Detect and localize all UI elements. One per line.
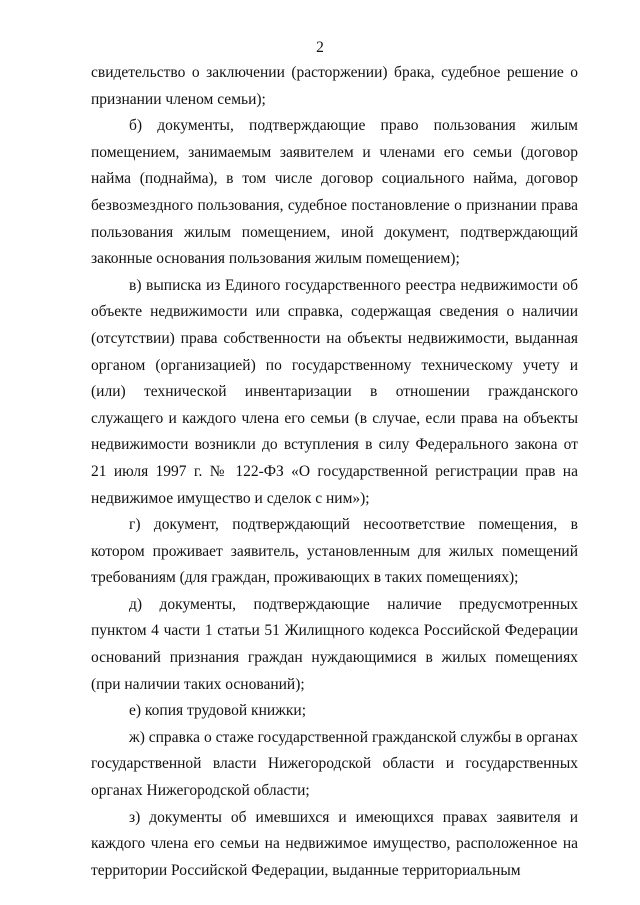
paragraph-continuation: свидетельство о заключении (расторжении) брака, судебное решение о признании членом семьи);: [91, 64, 578, 108]
paragraph-item-b: б) документы, подтверждающие право пользования жилым помещением, занимаемым заявителем и членами его семьи (договор найма (поднайма), в том числе договор социального найма, договор безвозмездного пользования, судебное постановление о признании права пользования жилым помещением, иной документ, подтверждающий законные основания пользования жилым помещением);: [91, 117, 578, 268]
paragraph-item-d: д) документы, подтверждающие наличие предусмотренных пунктом 4 части 1 статьи 51 Жилищного кодекса Российской Федерации оснований признания граждан нуждающимися в жилых помещениях (при наличии таких оснований);: [91, 595, 578, 693]
paragraph-item-e: е) копия трудовой книжки;: [129, 702, 307, 720]
paragraph-item-zh: ж) справка о стаже государственной гражданской службы в органах государственной власти Нижегородской области и государственных органах Нижегородской области;: [91, 728, 578, 800]
page-number: 2: [316, 39, 324, 56]
document-body: [91, 60, 578, 884]
paragraph-item-g: г) документ, подтверждающий несоответствие помещения, в котором проживает заявитель, установленным для жилых помещений требованиям (для граждан, проживающих в таких помещениях);: [91, 516, 578, 587]
paragraph-item-v: в) выписка из Единого государственного реестра недвижимости об объекте недвижимости или справка, содержащая сведения о наличии (отсутствии) права собственности на объекты недвижимости, выданная органом (организацией) по государственному техническому учету и (или) технической инвентаризации в отношении гражданского служащего и каждого члена его семьи (в случае, если права на объекты недвижимости возникли до вступления в силу Федерального закона от 21 июля 1997 г. № 122-ФЗ «О государственной регистрации прав на недвижимое имущество и сделок с ним»);: [91, 276, 578, 507]
paragraph-item-z: з) документы об имевшихся и имеющихся правах заявителя и каждого члена его семьи на недвижимое имущество, расположенное на территории Российской Федерации, выданные территориальным: [91, 808, 578, 879]
